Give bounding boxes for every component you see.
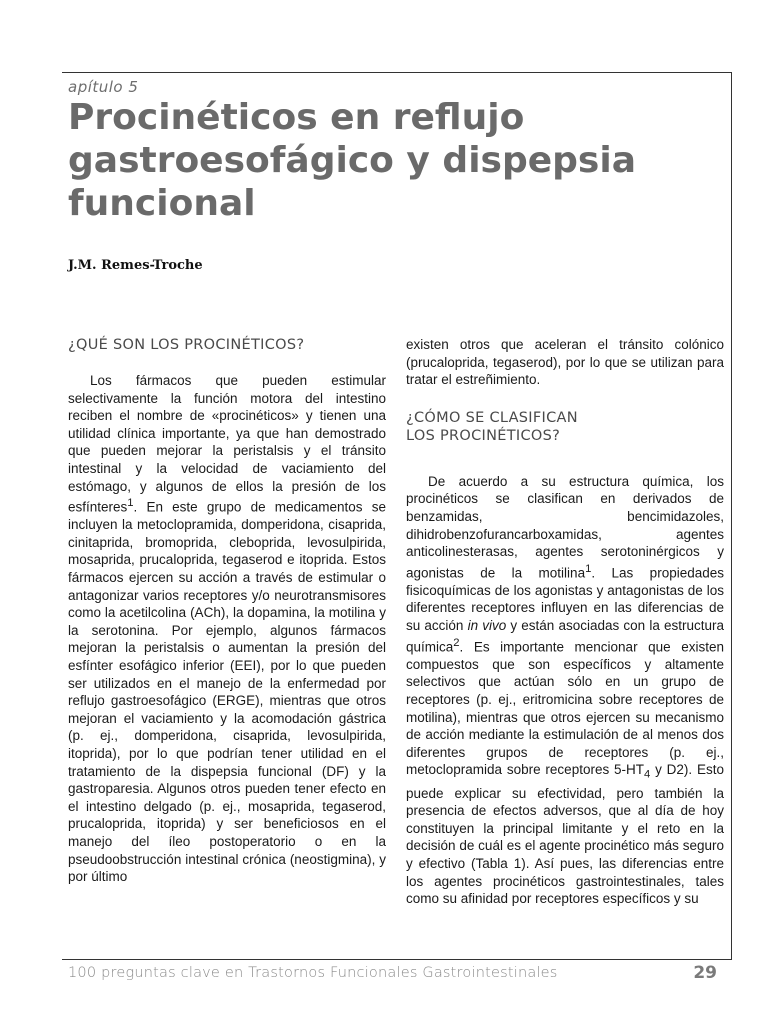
paragraph-intro <box>68 372 386 886</box>
paragraph-text: . En este grupo de medicamentos se incluyen la metoclopramida, domperidona, cisaprida, cinitaprida, bromoprida, cleboprida, levosulpirida, mosaprida, prucaloprida, tegaserod e itoprida. Estos fármacos ejercen su acción a través de estimular o antagonizar varios receptores y/o neurotransmisores como la acetilcolina (ACh), la dopamina, la motilina y la serotonina. Por ejemplo, algunos fármacos mejoran la peristalsis o aumentan la presión del esfínter esofágico inferior (EEI), por lo que pueden ser utilizados en el manejo de la enfermedad por reflujo gastroesofágico (ERGE), mientras que otros mejoran el vaciamiento y la acomodación gástrica (p. ej., domperidona, cisaprida, levosulpirida, itoprida), por lo que podrían tener utilidad en el tratamiento de la dispepsia funcional (DF) y la gastroparesia. Algunos otros pueden tener efecto en el intestino delgado (p. ej., mosaprida, tegaserod, prucaloprida, itoprida) y ser beneficiosos en el manejo del íleo postoperatorio o en la pseudoobstrucción intestinal crónica (neostigmina), y por último <box>68 499 386 885</box>
right-column <box>406 336 724 908</box>
subscript: 4 <box>644 768 651 781</box>
page-number: 29 <box>693 963 717 983</box>
paragraph-text: . Las propiedades fisicoquímicas de los agonistas y antagonistas de los diferentes receptores influyen en las diferencias de su acción <box>406 565 724 634</box>
paragraph-text: De acuerdo a su estructura química, los procinéticos se clasifican en derivados de benzamidas, bencimidazoles, dihidrobenzofurancarboxamidas, agentes anticolinesterasas, agentes serotoninérgicos y agonistas de la motilina <box>406 473 724 581</box>
chapter-title <box>68 96 708 225</box>
title-line-1: Procinéticos en reflujo <box>68 97 525 138</box>
paragraph-classification <box>406 473 724 908</box>
italic-term: in vivo <box>467 618 507 634</box>
section-heading-que-son: ¿QUÉ SON LOS PROCINÉTICOS? <box>68 337 305 353</box>
page-footer <box>68 965 723 987</box>
section-heading-como-se-clasifican <box>406 409 724 445</box>
citation-superscript: 1 <box>127 497 134 510</box>
paragraph-text: y están asociadas con la estructura química <box>406 618 724 655</box>
paragraph-text: y D2). Esto puede explicar su efectividad, pero también la presencia de efectos adversos, que al día de hoy constituyen la principal limitante y el reto en la decisión de cuál es el agente procinético más seguro y efectivo (Tabla 1). Así pues, las diferencias entre los agentes procinéticos gastrointestinales, tales como su afinidad por receptores específicos y su <box>406 762 724 907</box>
author-name: J.M. Remes-Troche <box>68 258 203 273</box>
citation-superscript: 1 <box>585 562 592 575</box>
paragraph-continuation: existen otros que aceleran el tránsito colónico (prucaloprida, tegaserod), por lo que se utilizan para tratar el estreñimiento. <box>406 337 724 388</box>
title-line-2: gastroesofágico y dispepsia <box>68 140 636 181</box>
heading-line-1: ¿CÓMO SE CLASIFICAN <box>406 409 578 426</box>
left-column <box>68 336 386 886</box>
heading-line-2: LOS PROCINÉTICOS? <box>406 427 561 444</box>
paragraph-text: . Es importante mencionar que existen compuestos que son específicos y altamente selectivos que actúan sólo en un grupo de receptores (p. ej., eritromicina sobre receptores de motilina), mientras que otros ejercen su mecanismo de acción mediante la estimulación de al menos dos diferentes grupos de receptores (p. ej., metoclopramida sobre receptores 5-HT <box>406 639 724 778</box>
footer-book-title: 100 preguntas clave en Trastornos Funcionales Gastrointestinales <box>68 965 558 981</box>
title-line-3: funcional <box>68 183 256 224</box>
citation-superscript: 2 <box>453 636 460 649</box>
chapter-label: apítulo 5 <box>68 78 142 96</box>
paragraph-text: Los fármacos que pueden estimular selectivamente la función motora del intestino reciben el nombre de «procinéticos» y tienen una utilidad clínica importante, ya que han demostrado que pueden mejorar la peristalsis y el tránsito intestinal y la velocidad de vaciamiento del estómago, y algunos de ellos la presión de los esfínteres <box>68 373 386 515</box>
